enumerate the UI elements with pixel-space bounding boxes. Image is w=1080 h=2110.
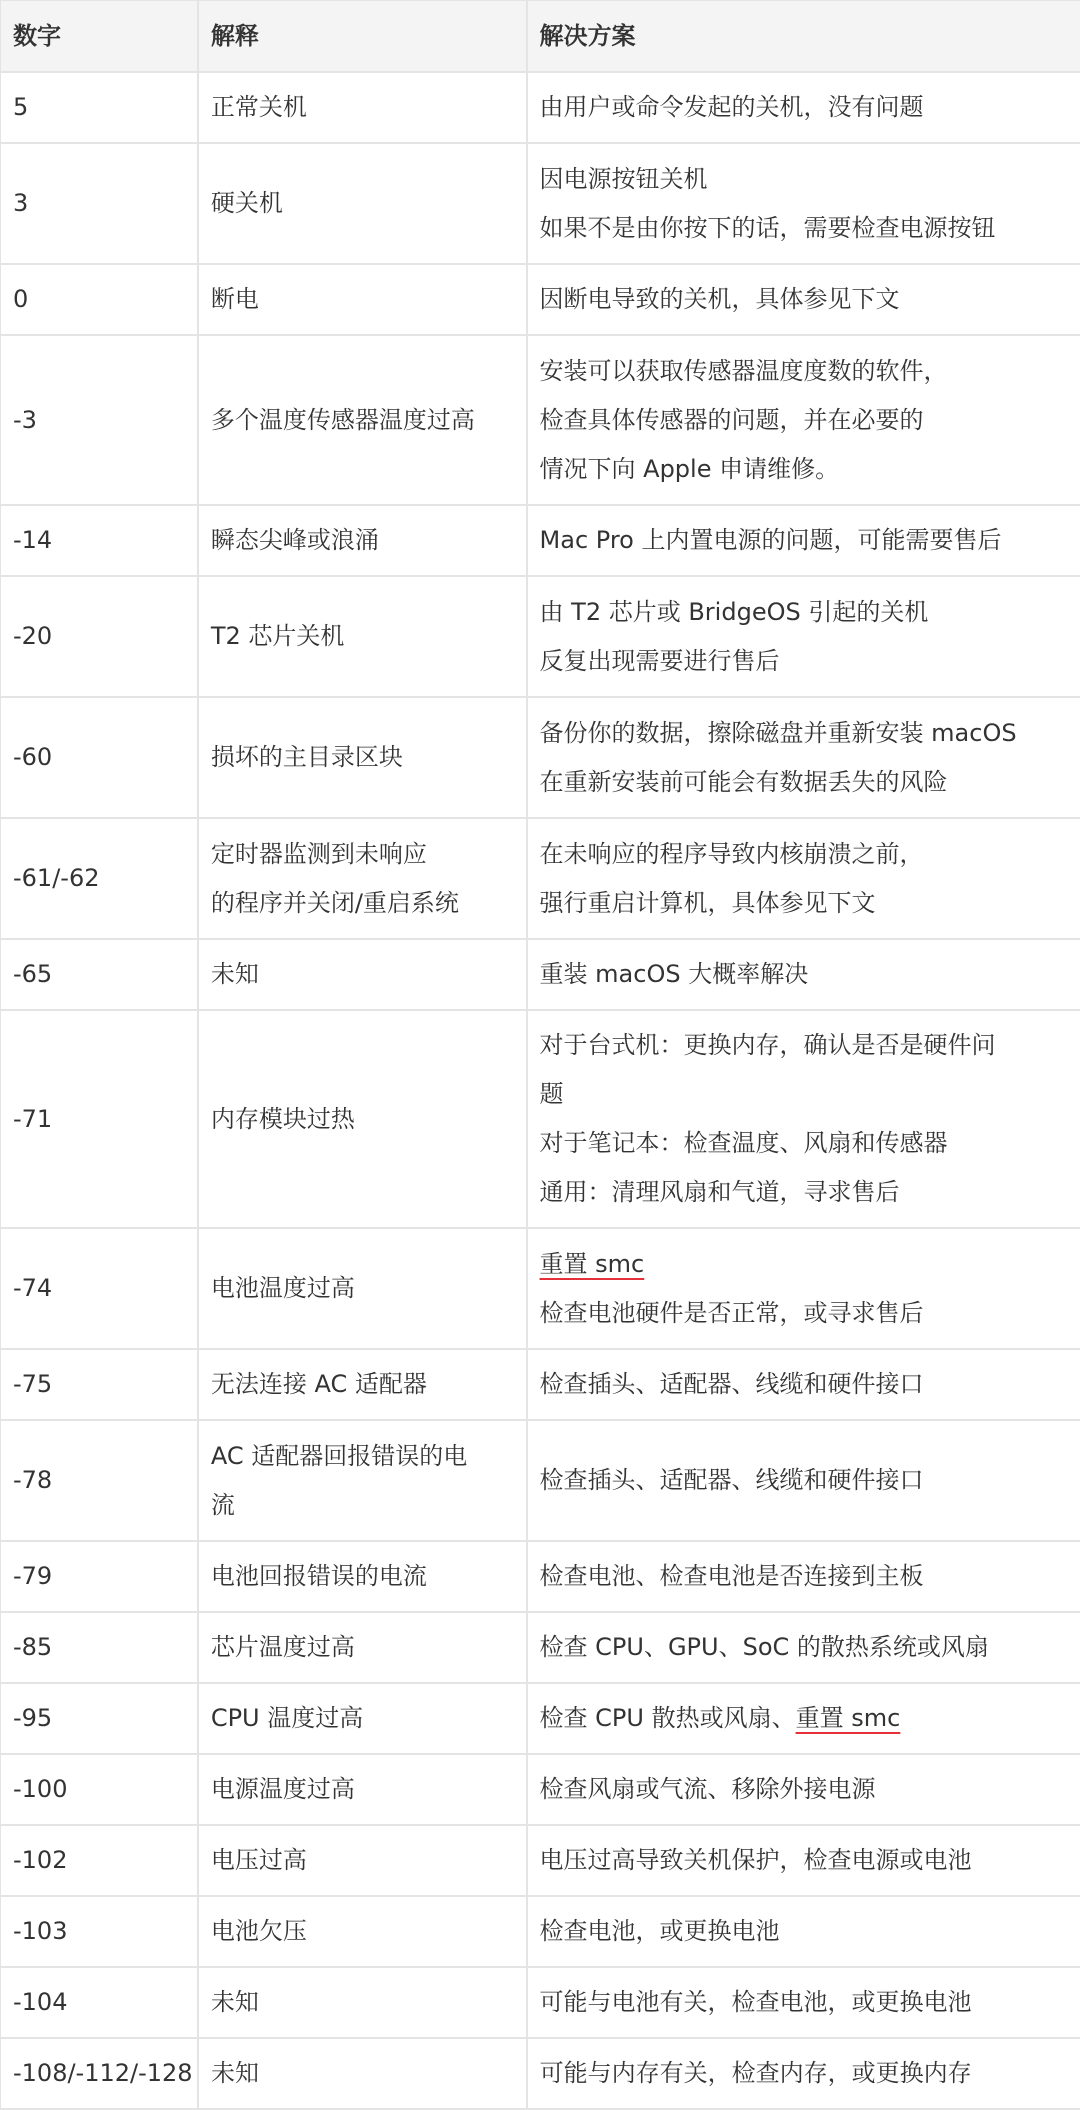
explanation-line: 电压过高 <box>210 1846 307 1874</box>
explanation-line: 未知 <box>210 960 259 988</box>
solution-cell <box>528 577 1080 696</box>
error-code: 3 <box>1 144 199 263</box>
table-row <box>1 506 1080 577</box>
reset-smc-link[interactable]: 重置 smc <box>795 1704 901 1732</box>
explanation-line: 电池欠压 <box>210 1917 307 1945</box>
solution-text: 情况下向 Apple 申请维修。 <box>539 454 840 483</box>
solution-text: Mac Pro 上内置电源的问题，可能需要售后 <box>539 526 1002 554</box>
solution-line <box>540 758 1068 807</box>
solution-text: 检查插头、适配器、线缆和硬件接口 <box>539 1370 924 1398</box>
solution-text: 由 T2 芯片或 BridgeOS 引起的关机 <box>539 597 929 626</box>
solution-text: 对于台式机：更换内存，确认是否是硬件问 <box>539 1031 996 1059</box>
header-number: 数字 <box>1 1 199 71</box>
error-code: -75 <box>1 1350 199 1419</box>
explanation-line: 硬关机 <box>210 189 283 217</box>
solution-cell <box>528 1826 1080 1895</box>
solution-cell <box>528 1542 1080 1611</box>
error-code: -104 <box>1 1968 199 2037</box>
error-code: -14 <box>1 506 199 575</box>
explanation-cell <box>199 1755 528 1824</box>
solution-text: 检查 CPU、GPU、SoC 的散热系统或风扇 <box>539 1633 989 1661</box>
solution-text: 检查具体传感器的问题，并在必要的 <box>539 405 924 434</box>
solution-line <box>540 830 1068 879</box>
table-row <box>1 2039 1080 2110</box>
solution-line <box>540 1070 1068 1119</box>
solution-cell <box>528 2039 1080 2108</box>
solution-cell <box>528 336 1080 504</box>
reset-smc-link[interactable]: 重置 smc <box>539 1249 645 1278</box>
explanation-cell <box>199 73 528 142</box>
table-header-row <box>1 1 1080 73</box>
solution-line <box>540 516 1068 565</box>
table-row <box>1 1421 1080 1542</box>
solution-cell <box>528 1350 1080 1419</box>
solution-text: 在未响应的程序导致内核崩溃之前， <box>539 839 924 868</box>
solution-cell <box>528 144 1080 263</box>
solution-cell <box>528 265 1080 334</box>
error-code: -85 <box>1 1613 199 1682</box>
explanation-cell <box>199 1011 528 1227</box>
table-row <box>1 1684 1080 1755</box>
solution-text: 重装 macOS 大概率解决 <box>539 960 809 988</box>
table-row <box>1 1011 1080 1229</box>
solution-text: 题 <box>539 1080 564 1108</box>
solution-cell <box>528 1421 1080 1540</box>
solution-line <box>540 204 1068 253</box>
solution-text: 在重新安装前可能会有数据丢失的风险 <box>539 767 948 796</box>
table-row <box>1 73 1080 144</box>
solution-line <box>540 1836 1068 1885</box>
solution-text: 检查插头、适配器、线缆和硬件接口 <box>539 1466 924 1494</box>
solution-line <box>540 1168 1068 1217</box>
explanation-line: 内存模块过热 <box>210 1104 355 1133</box>
explanation-cell <box>199 1421 528 1540</box>
solution-text: 因电源按钮关机 <box>539 164 708 193</box>
explanation-line: 多个温度传感器温度过高 <box>210 405 475 434</box>
table-row <box>1 1542 1080 1613</box>
explanation-cell <box>199 819 528 938</box>
solution-line <box>540 1021 1068 1070</box>
error-code: -74 <box>1 1229 199 1348</box>
error-code: -65 <box>1 940 199 1009</box>
table-row <box>1 1897 1080 1968</box>
explanation-cell <box>199 1350 528 1419</box>
solution-line <box>540 83 1068 132</box>
explanation-line: 损坏的主目录区块 <box>210 743 403 771</box>
solution-line <box>540 396 1068 445</box>
solution-cell <box>528 1684 1080 1753</box>
solution-text: 备份你的数据，擦除磁盘并重新安装 macOS <box>539 718 1017 747</box>
solution-cell <box>528 1968 1080 2037</box>
table-row <box>1 336 1080 506</box>
explanation-cell <box>199 1897 528 1966</box>
table-row <box>1 1968 1080 2039</box>
solution-text: 检查电池硬件是否正常，或寻求售后 <box>539 1298 924 1327</box>
solution-cell <box>528 940 1080 1009</box>
explanation-cell <box>199 265 528 334</box>
explanation-line: 未知 <box>210 1988 259 2016</box>
solution-line <box>540 709 1068 758</box>
solution-text: 检查风扇或气流、移除外接电源 <box>539 1775 876 1803</box>
table-row <box>1 144 1080 265</box>
solution-text: 可能与内存有关，检查内存，或更换内存 <box>539 2059 972 2087</box>
explanation-line: 断电 <box>210 285 259 313</box>
solution-text: 反复出现需要进行售后 <box>539 646 780 675</box>
solution-text: 检查电池、检查电池是否连接到主板 <box>539 1562 924 1590</box>
solution-text: 因断电导致的关机，具体参见下文 <box>539 285 900 313</box>
explanation-line: 电源温度过高 <box>210 1775 355 1803</box>
solution-line <box>540 347 1068 396</box>
solution-line <box>540 1240 1068 1289</box>
table-row <box>1 940 1080 1011</box>
solution-line <box>540 1623 1068 1672</box>
solution-cell <box>528 819 1080 938</box>
explanation-line: 电池温度过高 <box>210 1274 355 1302</box>
solution-line <box>540 879 1068 928</box>
solution-line <box>540 275 1068 324</box>
solution-line <box>540 1552 1068 1601</box>
explanation-line: CPU 温度过高 <box>210 1704 364 1732</box>
solution-cell <box>528 73 1080 142</box>
explanation-line: T2 芯片关机 <box>210 622 345 650</box>
table-row <box>1 1755 1080 1826</box>
header-explanation: 解释 <box>199 1 528 71</box>
solution-cell <box>528 1613 1080 1682</box>
table-body <box>1 73 1080 2110</box>
solution-cell <box>528 1755 1080 1824</box>
solution-line <box>540 445 1068 494</box>
solution-line <box>540 1978 1068 2027</box>
explanation-cell <box>199 698 528 817</box>
error-code: -3 <box>1 336 199 504</box>
error-code: -100 <box>1 1755 199 1824</box>
solution-line <box>540 1456 1068 1505</box>
solution-line <box>540 1765 1068 1814</box>
explanation-line: 瞬态尖峰或浪涌 <box>210 526 379 554</box>
solution-line <box>540 155 1068 204</box>
solution-text: 如果不是由你按下的话，需要检查电源按钮 <box>539 213 996 242</box>
solution-line <box>540 2049 1068 2098</box>
solution-cell <box>528 1897 1080 1966</box>
error-code: -79 <box>1 1542 199 1611</box>
explanation-line: 芯片温度过高 <box>210 1633 355 1661</box>
explanation-cell <box>199 1826 528 1895</box>
explanation-cell <box>199 1229 528 1348</box>
error-code: -71 <box>1 1011 199 1227</box>
explanation-line: 流 <box>210 1490 235 1519</box>
solution-line <box>540 1907 1068 1956</box>
solution-text: 检查 CPU 散热或风扇、 <box>539 1704 796 1732</box>
solution-text: 安装可以获取传感器温度度数的软件， <box>539 356 948 385</box>
table-row <box>1 819 1080 940</box>
solution-line <box>540 588 1068 637</box>
solution-cell <box>528 1229 1080 1348</box>
solution-cell <box>528 698 1080 817</box>
solution-text: 可能与电池有关，检查电池，或更换电池 <box>539 1988 972 2016</box>
solution-text: 电压过高导致关机保护，检查电源或电池 <box>539 1846 972 1874</box>
error-code: 5 <box>1 73 199 142</box>
explanation-cell <box>199 506 528 575</box>
solution-line <box>540 1360 1068 1409</box>
error-code: -61/-62 <box>1 819 199 938</box>
table-row <box>1 1229 1080 1350</box>
solution-cell <box>528 506 1080 575</box>
explanation-line: 定时器监测到未响应 <box>210 839 427 868</box>
table-row <box>1 577 1080 698</box>
explanation-cell <box>199 144 528 263</box>
explanation-cell <box>199 1684 528 1753</box>
solution-text: 检查电池，或更换电池 <box>539 1917 780 1945</box>
error-code: -102 <box>1 1826 199 1895</box>
error-code: -60 <box>1 698 199 817</box>
explanation-line: 无法连接 AC 适配器 <box>210 1370 427 1398</box>
error-code: -103 <box>1 1897 199 1966</box>
explanation-cell <box>199 1542 528 1611</box>
solution-line <box>540 1119 1068 1168</box>
error-code: -108/-112/-128 <box>1 2039 199 2108</box>
solution-line <box>540 1289 1068 1338</box>
explanation-line: 电池回报错误的电流 <box>210 1562 427 1590</box>
explanation-line: 正常关机 <box>210 93 307 121</box>
explanation-cell <box>199 2039 528 2108</box>
error-code: -20 <box>1 577 199 696</box>
explanation-cell <box>199 336 528 504</box>
table-row <box>1 1826 1080 1897</box>
explanation-cell <box>199 1968 528 2037</box>
solution-line <box>540 950 1068 999</box>
explanation-cell <box>199 940 528 1009</box>
error-code: -95 <box>1 1684 199 1753</box>
header-solution: 解决方案 <box>539 21 636 50</box>
explanation-line: AC 适配器回报错误的电 <box>210 1441 468 1470</box>
table-row <box>1 698 1080 819</box>
solution-line <box>540 1694 1068 1743</box>
table-row <box>1 1350 1080 1421</box>
solution-text: 通用：清理风扇和气道，寻求售后 <box>539 1178 900 1206</box>
explanation-cell <box>199 1613 528 1682</box>
solution-text: 强行重启计算机，具体参见下文 <box>539 888 876 917</box>
solution-text: 由用户或命令发起的关机，没有问题 <box>539 93 924 121</box>
explanation-line: 的程序并关闭/重启系统 <box>210 888 459 917</box>
explanation-cell <box>199 577 528 696</box>
solution-line <box>540 637 1068 686</box>
error-code: 0 <box>1 265 199 334</box>
solution-cell <box>528 1011 1080 1227</box>
table-row <box>1 265 1080 336</box>
explanation-line: 未知 <box>211 2059 259 2087</box>
table-row <box>1 1613 1080 1684</box>
error-code: -78 <box>1 1421 199 1540</box>
solution-text: 对于笔记本：检查温度、风扇和传感器 <box>539 1129 948 1157</box>
